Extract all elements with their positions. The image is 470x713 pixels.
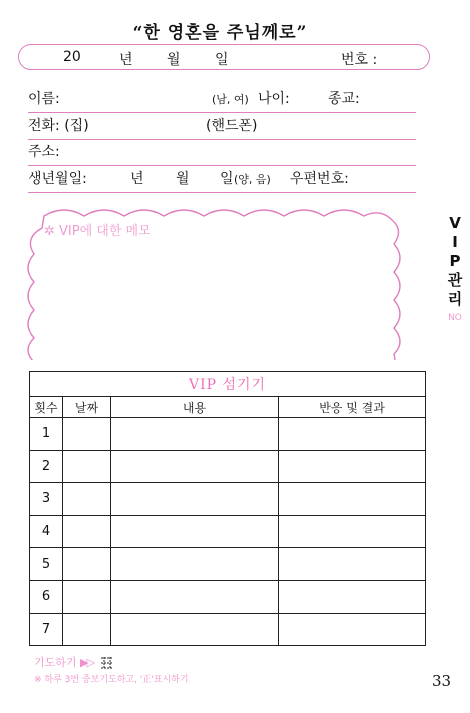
date-cell[interactable] (63, 515, 111, 548)
table-row (30, 483, 426, 516)
birth-label: 생년월일: (28, 171, 87, 187)
address-label: 주소: (28, 144, 60, 160)
memo-label: ✲ VIP에 대한 메모 (44, 224, 151, 239)
day-label: 일 (215, 52, 229, 68)
table-row (30, 613, 426, 646)
address-row (28, 139, 416, 166)
date-cell[interactable] (63, 483, 111, 516)
row-number: 4 (30, 515, 63, 548)
phone-row (28, 113, 416, 140)
name-label: 이름: (28, 91, 60, 107)
date-cell[interactable] (63, 418, 111, 451)
result-cell[interactable] (279, 548, 426, 581)
month-label: 월 (167, 52, 181, 68)
table-row (30, 450, 426, 483)
birth-day-label: 일 (220, 171, 234, 187)
age-label: 나이: (258, 91, 290, 107)
content-cell[interactable] (111, 418, 279, 451)
side-tab-char: P (449, 252, 461, 270)
result-cell[interactable] (279, 580, 426, 613)
prayer-note: ※ 하루 3번 중보기도하고, '正'표시하기 (34, 675, 189, 685)
header-date: 날짜 (63, 397, 111, 418)
date-cell[interactable] (63, 450, 111, 483)
vip-serving-table (29, 371, 426, 646)
row-number: 3 (30, 483, 63, 516)
table-row (30, 515, 426, 548)
row-number: 1 (30, 418, 63, 451)
result-cell[interactable] (279, 418, 426, 451)
phone-home-label: 전화: (집) (28, 118, 89, 134)
tally-grid-icon[interactable] (100, 656, 114, 670)
result-cell[interactable] (279, 515, 426, 548)
postal-label: 우편번호: (290, 171, 349, 187)
page-title: “한 영혼을 주님께로” (132, 23, 308, 43)
table-row (30, 580, 426, 613)
content-cell[interactable] (111, 515, 279, 548)
header-count: 횟수 (30, 397, 63, 418)
date-number-row (18, 44, 430, 70)
calendar-label: (양, 음) (234, 173, 271, 186)
side-tab-char: 리 (447, 290, 463, 308)
result-cell[interactable] (279, 613, 426, 646)
vip-side-tab (446, 214, 464, 309)
prayer-label: 기도하기 (34, 656, 77, 669)
table-row (30, 548, 426, 581)
row-number: 2 (30, 450, 63, 483)
content-cell[interactable] (111, 483, 279, 516)
date-cell[interactable] (63, 580, 111, 613)
side-tab-no: NO (448, 313, 462, 323)
side-tab-char: I (452, 233, 458, 251)
birth-row (28, 166, 416, 193)
phone-mobile-label: (핸드폰) (206, 118, 258, 134)
header-result: 반응 및 결과 (279, 397, 426, 418)
result-cell[interactable] (279, 483, 426, 516)
religion-label: 종교: (328, 91, 360, 107)
content-cell[interactable] (111, 548, 279, 581)
date-cell[interactable] (63, 548, 111, 581)
arrow-icon: ▶▷ (80, 656, 93, 669)
prayer-row (34, 654, 114, 670)
result-cell[interactable] (279, 450, 426, 483)
row-number: 6 (30, 580, 63, 613)
side-tab-char: 관 (447, 271, 463, 289)
side-tab-char: V (449, 214, 461, 232)
name-row (28, 86, 416, 113)
content-cell[interactable] (111, 580, 279, 613)
header-content: 내용 (111, 397, 279, 418)
table-row (30, 418, 426, 451)
number-label: 번호 : (341, 52, 378, 68)
row-number: 7 (30, 613, 63, 646)
birth-month-label: 월 (176, 171, 190, 187)
date-cell[interactable] (63, 613, 111, 646)
content-cell[interactable] (111, 613, 279, 646)
gender-label: (남, 여) (212, 93, 249, 106)
birth-year-label: 년 (130, 171, 144, 187)
table-caption: VIP 섬기기 (30, 372, 426, 397)
year-prefix: 20 (63, 49, 81, 65)
page-number: 33 (432, 672, 452, 690)
year-label: 년 (119, 52, 133, 68)
content-cell[interactable] (111, 450, 279, 483)
row-number: 5 (30, 548, 63, 581)
